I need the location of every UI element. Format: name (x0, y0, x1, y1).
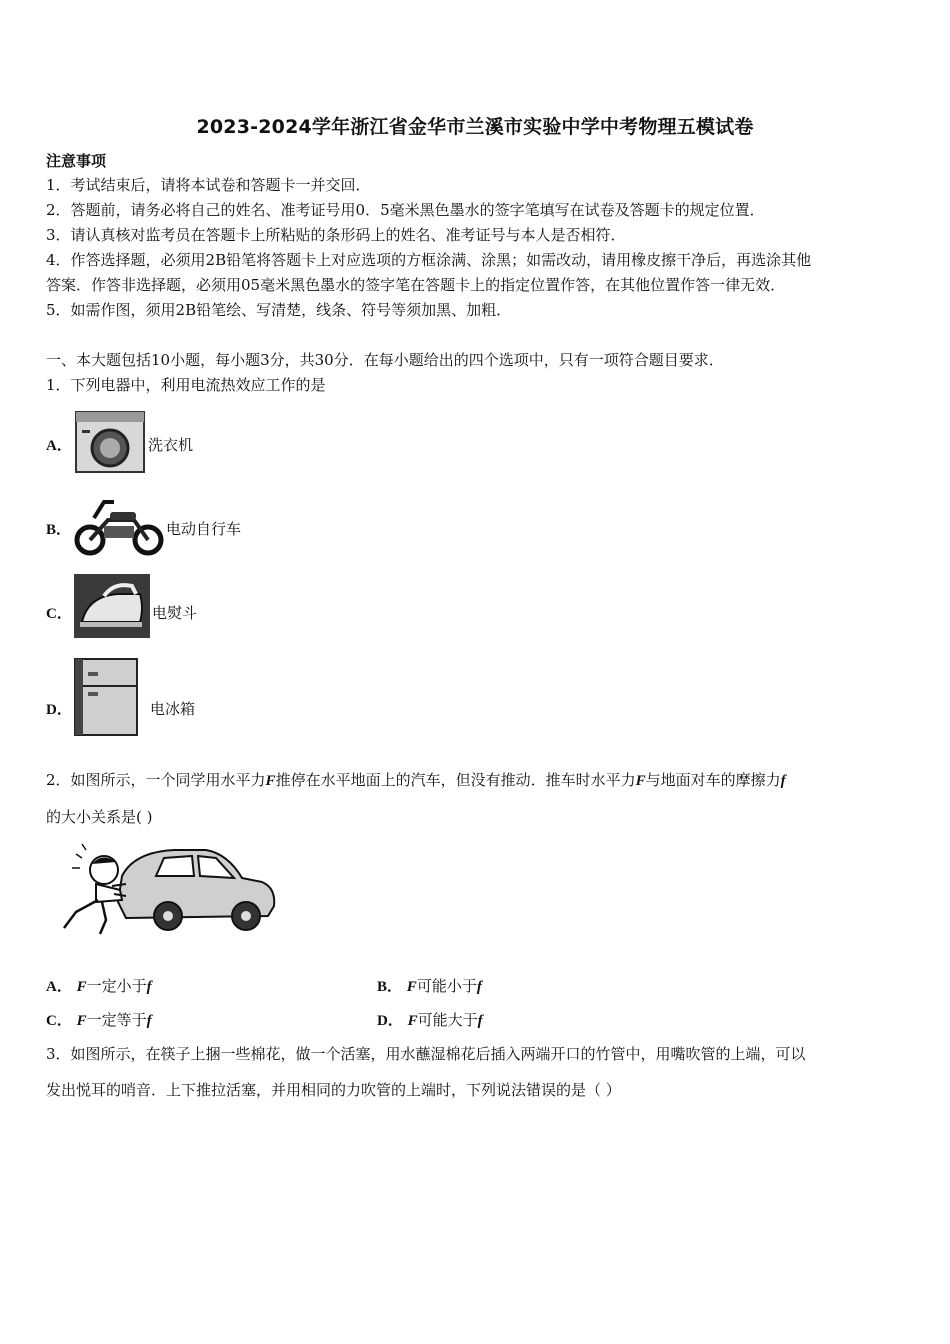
question-3-line1: 3．如图所示，在筷子上捆一些棉花，做一个活塞，用水蘸湿棉花后插入两端开口的竹管中，用嘴吹管的上端，可以 (46, 1045, 806, 1063)
var-F: F (406, 979, 417, 995)
q2-choice-text: 一定等于 (86, 1011, 147, 1029)
q2-choice-c (46, 1009, 152, 1030)
var-f: f (146, 1013, 152, 1029)
question-2-stem (46, 769, 786, 792)
q2-choice-d (377, 1009, 483, 1030)
notice-item: 5．如需作图，须用2B铅笔绘、写清楚，线条、符号等须加黑、加粗． (46, 301, 512, 319)
notice-heading: 注意事项 (46, 152, 107, 170)
option-b-text: 电动自行车 (166, 520, 242, 538)
notice-item: 4．作答选择题，必须用2B铅笔将答题卡上对应选项的方框涂满、涂黑；如需改动，请用橡皮擦干净后，再选涂其他 (46, 251, 812, 269)
var-F: F (407, 1013, 418, 1029)
page-title: 2023-2024学年浙江省金华市兰溪市实验中学中考物理五模试卷 (196, 116, 754, 138)
q2-stem-a: 2．如图所示，一个同学用水平力 (46, 771, 266, 789)
question-1-stem: 1．下列电器中，利用电流热效应工作的是 (46, 376, 326, 394)
boy-pushing-car-image (56, 842, 280, 946)
var-f: f (780, 773, 786, 789)
option-a-text: 洗衣机 (148, 436, 194, 454)
q2-choice-text: 一定小于 (86, 977, 147, 995)
q2-stem-b: 推停在水平地面上的汽车，但没有推动．推车时水平力 (275, 771, 636, 789)
q2-choice-letter: C． (46, 1013, 72, 1029)
var-F: F (635, 773, 646, 789)
q2-choice-text: 可能大于 (417, 1011, 478, 1029)
electric-iron-image (74, 574, 150, 642)
var-F: F (76, 979, 87, 995)
option-c-letter: C． (46, 606, 72, 622)
q2-choice-b (377, 975, 482, 996)
section-heading: 一、本大题包括10小题，每小题3分，共30分．在每小题给出的四个选项中，只有一项符合题目要求． (46, 351, 724, 369)
var-F: F (76, 1013, 87, 1029)
option-d-letter: D． (46, 702, 72, 718)
electric-bicycle-image (74, 494, 164, 562)
notice-item: 1．考试结束后，请将本试卷和答题卡一并交回． (46, 176, 371, 194)
option-a-letter: A． (46, 438, 72, 454)
var-f: f (477, 1013, 483, 1029)
refrigerator-image (74, 658, 138, 740)
option-d-text: 电冰箱 (150, 700, 196, 718)
q2-choice-letter: B． (377, 979, 403, 995)
notice-item: 答案．作答非选择题，必须用05毫米黑色墨水的签字笔在答题卡上的指定位置作答，在其他位置作答一律无效． (46, 276, 786, 294)
option-b-letter: B． (46, 522, 72, 538)
notice-item: 3．请认真核对监考员在答题卡上所粘贴的条形码上的姓名、准考证号与本人是否相符． (46, 226, 626, 244)
washing-machine-image (74, 410, 146, 478)
notice-item: 2．答题前，请务必将自己的姓名、准考证号用0．5毫米黑色墨水的签字笔填写在试卷及答题卡的规定位置． (46, 201, 765, 219)
var-F: F (265, 773, 276, 789)
q2-choice-a (46, 975, 152, 996)
question-3-line2: 发出悦耳的哨音．上下推拉活塞，并用相同的力吹管的上端时，下列说法错误的是（ ） (46, 1081, 621, 1099)
q2-stem-line2: 的大小关系是( ) (46, 808, 153, 826)
q2-choice-letter: A． (46, 979, 72, 995)
q2-stem-c: 与地面对车的摩擦力 (645, 771, 781, 789)
option-c-text: 电熨斗 (152, 604, 198, 622)
q2-choice-text: 可能小于 (416, 977, 477, 995)
var-f: f (146, 979, 152, 995)
var-f: f (476, 979, 482, 995)
q2-choice-letter: D． (377, 1013, 403, 1029)
